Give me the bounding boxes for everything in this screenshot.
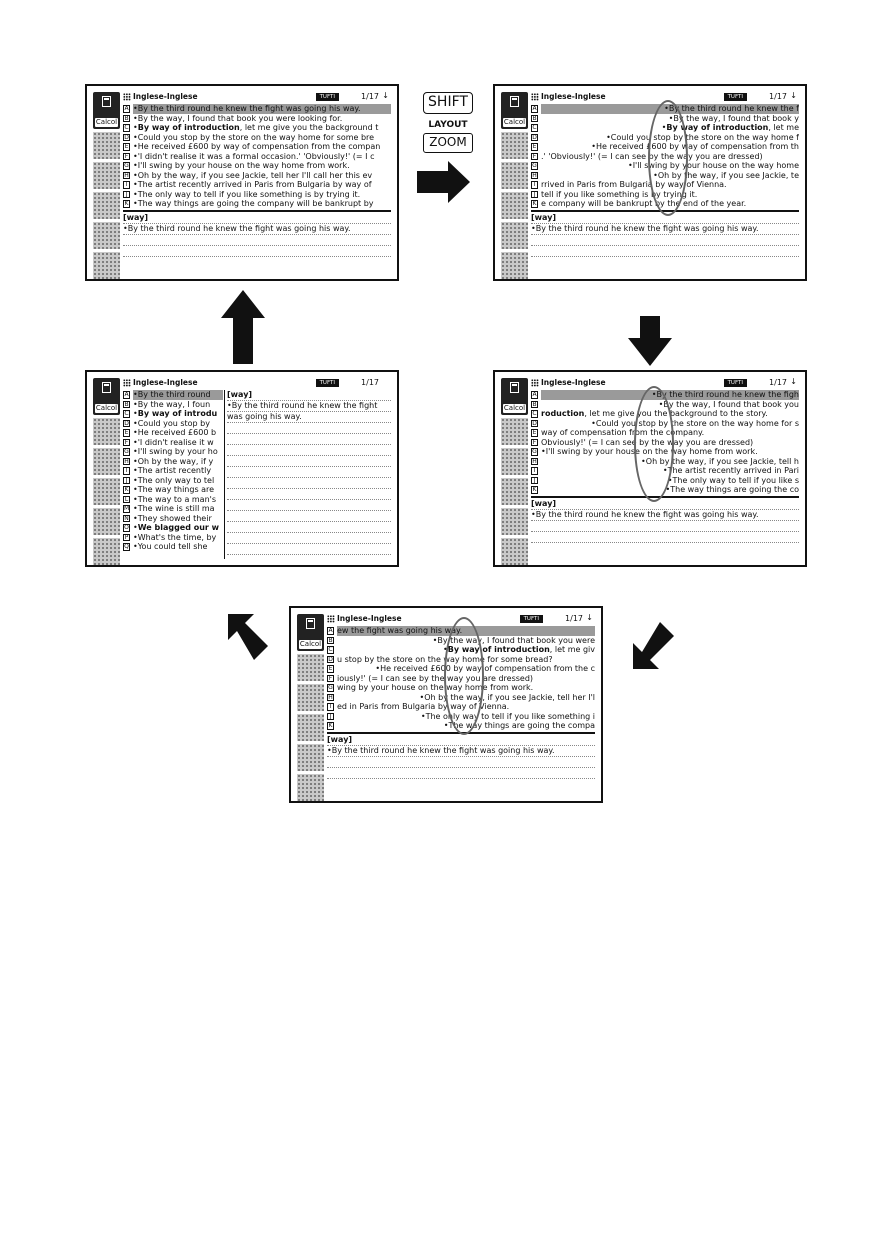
tufti-badge: TUFTI: [724, 93, 747, 101]
item-letter-key: H: [124, 457, 129, 465]
item-letter-key: F: [124, 438, 129, 446]
item-letter-key: C: [124, 124, 129, 131]
item-text-post: , let me give you the background to the story.: [584, 409, 768, 418]
calculator-label: Calcol: [503, 404, 526, 412]
item-text-pre: •By the third round: [133, 390, 211, 399]
item-text-pre: •: [133, 123, 138, 132]
calculator-label: Calcol: [299, 640, 322, 648]
item-letter-key: B: [124, 114, 129, 122]
item-letter-key: G: [532, 162, 537, 169]
item-text-pre: •I'll swing by your house on the way home from work.: [541, 447, 758, 456]
item-text-post: , let me: [768, 123, 799, 132]
detail-example-line: •By the third round he knew the fight was going his way.: [123, 224, 391, 235]
item-letter-key: D: [532, 419, 537, 427]
scroll-down-icon: ↓: [790, 377, 797, 386]
item-letter-key: I: [531, 181, 538, 189]
item-letter-key: G: [124, 162, 129, 169]
item-text-pre: •By the way, I foun: [133, 399, 211, 409]
item-letter-key: L: [124, 495, 129, 503]
item-letter-key: B: [532, 114, 537, 122]
item-letter-key: D: [532, 133, 537, 141]
tufti-badge: TUFTI: [316, 93, 339, 101]
item-letter-key: A: [328, 627, 333, 634]
item-text-bold: We blagged our w: [137, 523, 220, 532]
item-text-bold: By way of introduction: [447, 645, 550, 654]
item-letter-key: C: [532, 410, 537, 417]
calculator-label: Calcol: [95, 404, 118, 412]
item-letter-key: P: [124, 533, 129, 541]
item-letter-key: E: [532, 429, 537, 436]
item-text-pre: •Oh by the way, if y: [133, 456, 214, 466]
item-text-pre: •By the third round he knew the fight was going his way.: [133, 104, 361, 113]
layout-label: LAYOUT: [428, 120, 468, 130]
item-text-bold: By way of introduction: [137, 123, 240, 132]
item-text-pre: •By the third round he knew the f: [664, 104, 799, 113]
item-letter-key: E: [532, 143, 537, 150]
item-text-pre: •I'll swing by your house on the way home: [627, 161, 799, 170]
item-text-pre: tell if you like something is by trying it.: [541, 189, 698, 199]
detail-example-line: •By the third round he knew the fight was going his way.: [531, 510, 799, 521]
item-text-pre: ed in Paris from Bulgaria by way of Vienna.: [337, 702, 510, 711]
item-text-pre: •By the third round he knew the figh: [651, 390, 799, 399]
item-letter-key: E: [328, 665, 333, 672]
item-text-post: , let me giv: [549, 645, 595, 654]
item-text-pre: •'I didn't realise it w: [133, 437, 214, 447]
page-indicator: 1/17: [769, 378, 787, 387]
item-letter-key: A: [532, 391, 537, 398]
item-letter-key: H: [328, 693, 333, 701]
item-letter-key: O: [124, 524, 129, 531]
dictionary-title: Inglese-Inglese: [133, 378, 198, 387]
item-letter-key: J: [123, 477, 130, 485]
detail-example-line: was going his way.: [227, 412, 391, 423]
item-letter-key: J: [531, 191, 538, 199]
item-text-bold: By way of introduction: [666, 123, 769, 132]
detail-headword: [way]: [531, 213, 799, 224]
shift-key: SHIFT: [423, 92, 473, 114]
item-text-pre: •By the way, I found that book y: [668, 113, 799, 123]
detail-headword: [way]: [531, 499, 799, 510]
item-text-pre: •By the way, I found that book you were looking for.: [133, 113, 343, 123]
item-text-pre: .' 'Obviously!' (= I can see by the way you are dressed): [541, 151, 763, 161]
item-letter-key: B: [328, 636, 333, 644]
item-letter-key: K: [532, 486, 537, 493]
item-letter-key: A: [532, 105, 537, 112]
zoom-key: ZOOM: [423, 133, 473, 153]
item-text-pre: •The way things are going the co: [665, 485, 799, 494]
dictionary-title: Inglese-Inglese: [541, 378, 606, 387]
item-text-pre: e company will be bankrupt by the end of the year.: [541, 199, 747, 208]
page-indicator: 1/17: [565, 614, 583, 623]
item-text-pre: •: [133, 523, 138, 532]
item-text-pre: •'I didn't realise it was a formal occasion.' 'Obviously!' (= I c: [133, 151, 375, 161]
item-text-pre: •The way things are going the compa: [443, 721, 595, 730]
item-letter-key: H: [124, 171, 129, 179]
item-letter-key: I: [123, 467, 130, 475]
item-letter-key: K: [124, 200, 129, 207]
arrow-down-left: [633, 622, 674, 669]
item-text-pre: •I'll swing by your ho: [133, 447, 218, 456]
calculator-label: Calcol: [503, 118, 526, 126]
item-letter-key: H: [532, 457, 537, 465]
item-text-pre: Obviously!' (= I can see by the way you are dressed): [541, 437, 754, 447]
item-text-pre: •I'll swing by your house on the way home from work.: [133, 161, 350, 170]
item-text-pre: u stop by the store on the way home for some bread?: [337, 654, 553, 664]
item-text-pre: •The only way to tel: [133, 475, 215, 485]
item-text-pre: rrived in Paris from Bulgaria by way of Vienna.: [541, 180, 727, 189]
item-text-pre: •: [443, 645, 448, 654]
item-letter-key: F: [532, 152, 537, 160]
item-text-pre: •Oh by the way, if you see Jackie, tell her I'l: [419, 692, 595, 702]
item-text-pre: •Oh by the way, if you see Jackie, te: [653, 170, 799, 180]
item-letter-key: G: [532, 448, 537, 455]
item-letter-key: G: [124, 448, 129, 455]
item-letter-key: C: [328, 646, 333, 653]
item-text-pre: •He received £600 by way of compensation from the c: [375, 664, 595, 673]
item-letter-key: E: [124, 143, 129, 150]
tufti-badge: TUFTI: [316, 379, 339, 387]
item-text-pre: •: [133, 409, 138, 418]
item-text-post: , let me give you the background t: [239, 123, 379, 132]
item-letter-key: H: [532, 171, 537, 179]
calculator-label: Calcol: [95, 118, 118, 126]
item-text-bold: roduction: [541, 409, 585, 418]
item-letter-key: F: [532, 438, 537, 446]
item-text-pre: •By the way, I found that book you: [658, 399, 799, 409]
scroll-down-icon: ↓: [382, 91, 389, 100]
item-letter-key: E: [124, 429, 129, 436]
item-letter-key: C: [124, 410, 129, 417]
item-text-pre: •Could you stop by the store on the way home for some bre: [133, 132, 375, 142]
item-text-pre: •You could tell she: [133, 542, 208, 551]
item-text-pre: •The artist recently arrived in Paris from Bulgaria by way of: [133, 180, 372, 189]
item-letter-key: Q: [124, 543, 129, 550]
scroll-down-icon: ↓: [586, 613, 593, 622]
item-letter-key: D: [328, 655, 333, 663]
item-text-pre: •The way to a man's: [133, 494, 217, 504]
arrow-right: [417, 161, 470, 203]
item-text-pre: ew the fight was going his way.: [337, 626, 463, 635]
item-letter-key: I: [531, 467, 538, 475]
detail-example-line: •By the third round he knew the fight: [227, 401, 391, 412]
item-letter-key: C: [532, 124, 537, 131]
dictionary-title: Inglese-Inglese: [337, 614, 402, 623]
item-letter-key: F: [124, 152, 129, 160]
tufti-badge: TUFTI: [520, 615, 543, 623]
item-text-pre: •: [661, 123, 667, 132]
item-text-pre: •By the way, I found that book you were: [432, 635, 595, 645]
item-letter-key: A: [124, 105, 129, 112]
item-text-pre: •The only way to tell if you like something is by trying it.: [133, 189, 361, 199]
item-letter-key: K: [532, 200, 537, 207]
item-letter-key: M: [124, 505, 130, 512]
page-indicator: 1/17: [769, 92, 787, 101]
item-letter-key: D: [124, 419, 129, 427]
item-text-pre: •Could you stop by the store on the way home f: [606, 132, 799, 142]
item-text-pre: •Oh by the way, if you see Jackie, tell h: [641, 456, 799, 466]
item-letter-key: A: [124, 391, 129, 398]
page-indicator: 1/17: [361, 92, 379, 101]
item-text-pre: •The artist recently: [133, 466, 212, 475]
item-text-pre: •Oh by the way, if you see Jackie, tell her I'll call her this ev: [133, 170, 373, 180]
item-letter-key: N: [124, 514, 129, 522]
item-text-pre: •The wine is still ma: [133, 504, 215, 513]
detail-headword: [way]: [227, 390, 391, 401]
item-text-pre: •Could you stop by the store on the way home for s: [591, 418, 799, 428]
item-letter-key: D: [124, 133, 129, 141]
item-letter-key: J: [531, 477, 538, 485]
item-letter-key: B: [124, 400, 129, 408]
item-letter-key: I: [123, 181, 130, 189]
detail-headword: [way]: [327, 735, 595, 746]
item-text-pre: wing by your house on the way home from work.: [337, 683, 534, 692]
item-text-bold: By way of introdu: [137, 409, 218, 418]
item-text-pre: •The way things are going the company will be bankrupt by: [133, 199, 374, 208]
page-indicator: 1/17: [361, 378, 379, 387]
item-text-pre: •The way things are: [133, 485, 215, 494]
item-text-pre: •What's the time, by: [133, 532, 217, 542]
detail-headword: [way]: [123, 213, 391, 224]
item-text-pre: •He received £600 by way of compensation from th: [591, 142, 799, 151]
dictionary-title: Inglese-Inglese: [541, 92, 606, 101]
item-letter-key: F: [328, 674, 333, 682]
item-letter-key: K: [124, 486, 129, 493]
item-text-pre: •He received £600 b: [133, 428, 217, 437]
dictionary-title: Inglese-Inglese: [133, 92, 198, 101]
arrow-down: [628, 316, 672, 366]
detail-example-line: •By the third round he knew the fight was going his way.: [531, 224, 799, 235]
item-letter-key: J: [123, 191, 130, 199]
item-letter-key: K: [328, 722, 333, 729]
item-text-pre: iously!' (= I can see by the way you are dressed): [337, 673, 534, 683]
arrow-up-left: [228, 614, 268, 660]
item-text-pre: •The only way to tell if you like something i: [420, 711, 595, 721]
item-letter-key: B: [532, 400, 537, 408]
item-letter-key: G: [328, 684, 333, 691]
item-letter-key: I: [327, 703, 334, 711]
item-text-pre: •The only way to tell if you like s: [667, 475, 799, 485]
scroll-down-icon: ↓: [790, 91, 797, 100]
detail-example-line: •By the third round he knew the fight was going his way.: [327, 746, 595, 757]
item-text-pre: way of compensation from the company.: [541, 428, 705, 437]
item-letter-key: J: [327, 713, 334, 721]
item-text-pre: •He received £600 by way of compensation from the compan: [133, 142, 381, 151]
tufti-badge: TUFTI: [724, 379, 747, 387]
item-text-pre: •The artist recently arrived in Pari: [662, 466, 799, 475]
arrow-up: [221, 290, 265, 364]
item-text-pre: •They showed their: [133, 513, 212, 523]
item-text-pre: •Could you stop by: [133, 418, 210, 428]
